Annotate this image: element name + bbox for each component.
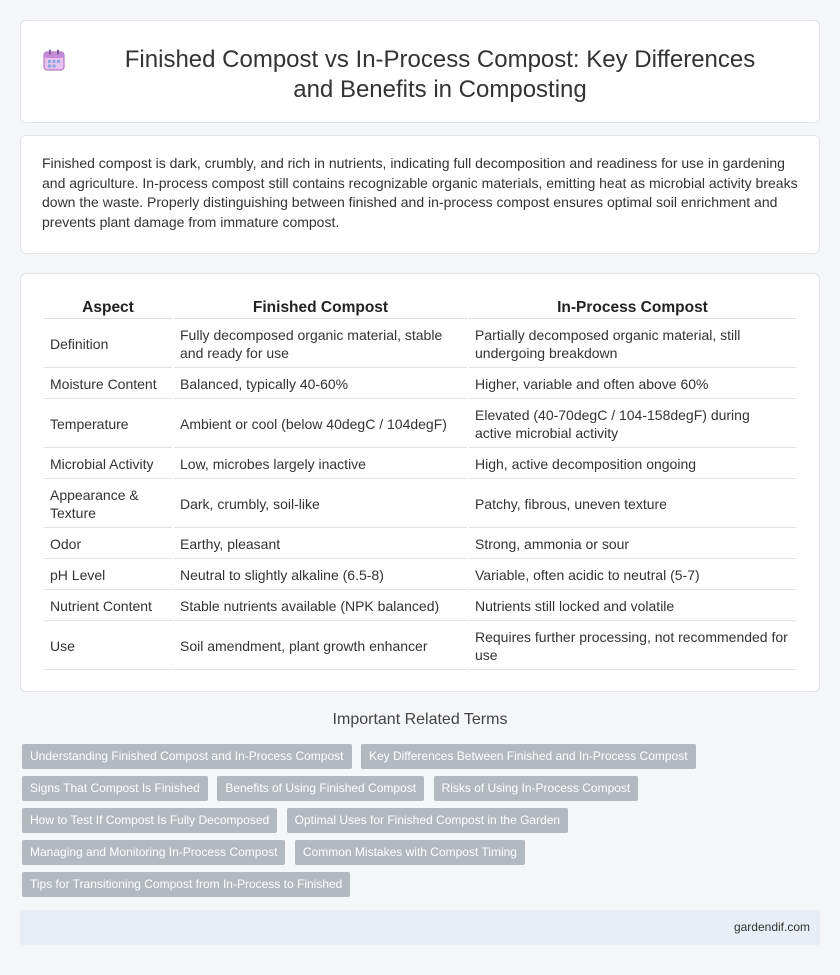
footer	[20, 910, 820, 945]
related-terms-heading: Important Related Terms	[332, 711, 508, 728]
header-finished: Finished Compost	[174, 298, 467, 319]
title-card	[20, 20, 820, 123]
table-row	[44, 623, 796, 670]
table-row	[44, 370, 796, 399]
header-aspect: Aspect	[44, 298, 172, 319]
table-row	[44, 561, 796, 590]
related-term-tag[interactable]: Optimal Uses for Finished Compost in the Garden	[287, 808, 568, 833]
cell-in-process: Partially decomposed organic material, still undergoing breakdown	[469, 321, 796, 368]
cell-finished: Soil amendment, plant growth enhancer	[174, 623, 467, 670]
cell-finished: Ambient or cool (below 40degC / 104degF)	[174, 401, 467, 448]
cell-in-process: Higher, variable and often above 60%	[469, 370, 796, 399]
cell-aspect: pH Level	[44, 561, 172, 590]
related-term-tag[interactable]: Benefits of Using Finished Compost	[217, 776, 424, 801]
cell-finished: Balanced, typically 40-60%	[174, 370, 467, 399]
related-term-tag[interactable]: Signs That Compost Is Finished	[22, 776, 208, 801]
cell-aspect: Odor	[44, 530, 172, 559]
header-in-process: In-Process Compost	[469, 298, 796, 319]
comparison-card	[20, 273, 820, 692]
related-term-tag[interactable]: How to Test If Compost Is Fully Decomposed	[22, 808, 277, 833]
cell-in-process: Elevated (40-70degC / 104-158degF) during active microbial activity	[469, 401, 796, 448]
cell-in-process: Variable, often acidic to neutral (5-7)	[469, 561, 796, 590]
table-row	[44, 592, 796, 621]
title-wrap	[61, 45, 789, 105]
cell-aspect: Nutrient Content	[44, 592, 172, 621]
cell-aspect: Temperature	[44, 401, 172, 448]
cell-in-process: Patchy, fibrous, uneven texture	[469, 481, 796, 528]
related-term-tag[interactable]: Risks of Using In-Process Compost	[434, 776, 639, 801]
footer-site-link[interactable]: gardendif.com	[733, 920, 810, 934]
related-term-tag[interactable]: Understanding Finished Compost and In-Process Compost	[22, 744, 352, 769]
cell-aspect: Microbial Activity	[44, 450, 172, 479]
tag-row	[22, 744, 802, 776]
cell-aspect: Appearance & Texture	[44, 481, 172, 528]
cell-finished: Earthy, pleasant	[174, 530, 467, 559]
cell-finished: Low, microbes largely inactive	[174, 450, 467, 479]
intro-card	[20, 135, 820, 254]
comparison-table	[42, 296, 798, 672]
tag-row	[22, 776, 802, 808]
cell-in-process: Strong, ammonia or sour	[469, 530, 796, 559]
related-term-tag[interactable]: Managing and Monitoring In-Process Compost	[22, 840, 285, 865]
cell-aspect: Definition	[44, 321, 172, 368]
tag-row	[22, 872, 802, 904]
cell-in-process: High, active decomposition ongoing	[469, 450, 796, 479]
page-title: Finished Compost vs In-Process Compost: Key Differences and Benefits in Composting	[124, 46, 756, 103]
cell-aspect: Use	[44, 623, 172, 670]
table-header-row	[44, 298, 796, 319]
cell-aspect: Moisture Content	[44, 370, 172, 399]
table-row	[44, 450, 796, 479]
table-row	[44, 401, 796, 448]
table-row	[44, 481, 796, 528]
cell-finished: Fully decomposed organic material, stable and ready for use	[174, 321, 467, 368]
cell-finished: Neutral to slightly alkaline (6.5-8)	[174, 561, 467, 590]
related-term-tag[interactable]: Common Mistakes with Compost Timing	[295, 840, 525, 865]
tag-row	[22, 840, 802, 872]
cell-in-process: Requires further processing, not recommended for use	[469, 623, 796, 670]
intro-paragraph: Finished compost is dark, crumbly, and rich in nutrients, indicating full decomposition and readiness for use in gardening and agriculture. In-process compost still contains recognizable organic materials, emitting heat as microbial activity breaks down the waste. Properly distinguishing between finished and in-process compost ensures optimal soil enrichment and prevents plant damage from immature compost.	[42, 155, 798, 230]
table-row	[44, 321, 796, 368]
related-term-tag[interactable]: Tips for Transitioning Compost from In-Process to Finished	[22, 872, 350, 897]
table-row	[44, 530, 796, 559]
tag-row	[22, 808, 802, 840]
cell-finished: Stable nutrients available (NPK balanced)	[174, 592, 467, 621]
related-term-tag[interactable]: Key Differences Between Finished and In-Process Compost	[361, 744, 696, 769]
cell-in-process: Nutrients still locked and volatile	[469, 592, 796, 621]
related-terms-list	[22, 744, 802, 904]
cell-finished: Dark, crumbly, soil-like	[174, 481, 467, 528]
